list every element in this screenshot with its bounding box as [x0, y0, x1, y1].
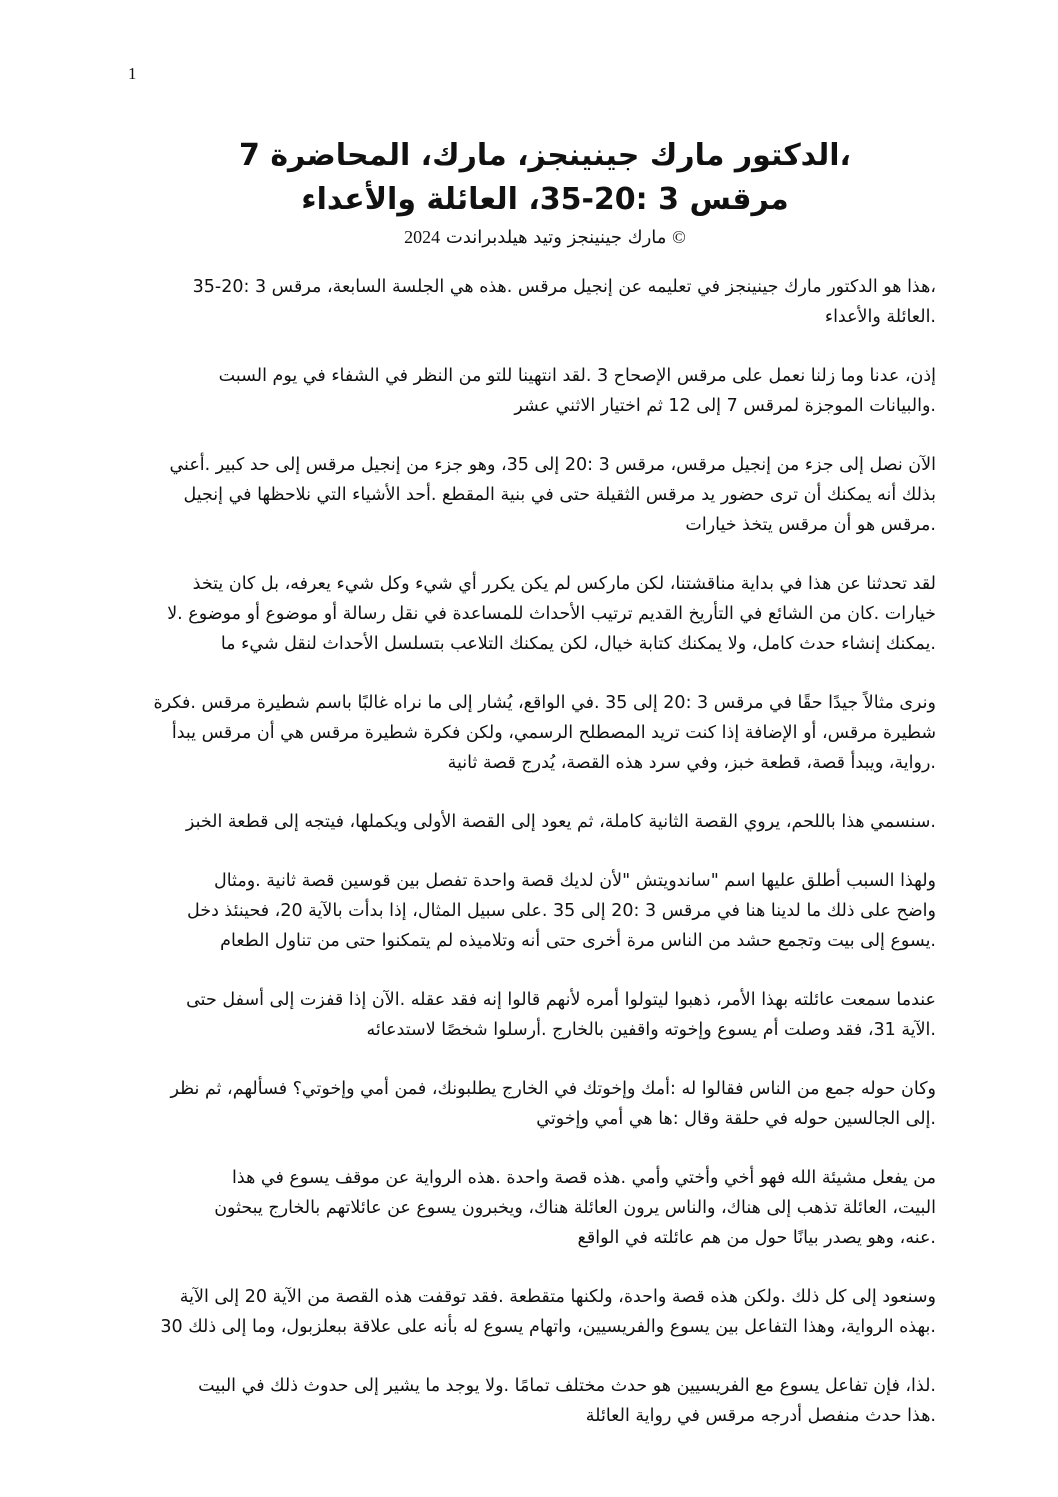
title-line-2: مرقس 3 :20-35، العائلة والأعداء	[301, 182, 789, 217]
copyright-text: مارك جينينجز وتيد هيلدبراندت	[445, 227, 667, 248]
page-number: 1	[128, 64, 137, 83]
paragraph-line: .الآية 31، فقد وصلت أم يسوع وإخوته واقفين بالخارج .أرسلوا شخصًا لاستدعائه	[366, 1020, 936, 1040]
paragraph	[130, 1074, 936, 1134]
paragraph-line: ،هذا هو الدكتور مارك جينينجز في تعليمه عن إنجيل مرقس .هذه هي الجلسة السابعة، مرقس 3 :20-35	[192, 277, 936, 297]
paragraph-line: .عنه، وهو يصدر بيانًا حول من هم عائلته في الواقع	[577, 1228, 936, 1248]
paragraph-line: .سنسمي هذا باللحم، يروي القصة الثانية كاملة، ثم يعود إلى القصة الأولى ويكملها، فيتجه إلى قطعة الخبز	[185, 812, 936, 832]
paragraph-line: وسنعود إلى كل ذلك .ولكن هذه قصة واحدة، ولكنها متقطعة .فقد توقفت هذه القصة من الآية 20 إلى الآية	[179, 1287, 936, 1307]
paragraph-line: .إلى الجالسين حوله في حلقة وقال :ها هي أمي وإخوتي	[536, 1109, 936, 1129]
paragraph	[130, 1282, 936, 1342]
paragraph	[130, 866, 936, 956]
paragraph-line: خيارات .كان من الشائع في التأريخ القديم ترتيب الأحداث للمساعدة في نقل رسالة أو موضوع أو موضوع .لا	[167, 604, 936, 624]
document-header	[150, 134, 940, 251]
paragraph-line: وكان حوله جمع من الناس فقالوا له :أمك وإخوتك في الخارج يطلبونك، فمن أمي وإخوتي؟ فسألهم، ثم نظر	[170, 1079, 936, 1099]
paragraph-line: الآن نصل إلى جزء من إنجيل مرقس، مرقس 3 :20 إلى 35، وهو جزء من إنجيل مرقس إلى حد كبير .أعني	[169, 455, 936, 475]
paragraph	[130, 1371, 936, 1431]
paragraph-line: ولهذا السبب أطلق عليها اسم "ساندويتش "لأن لديك قصة واحدة تفصل بين قوسين قصة ثانية .ومثال	[214, 871, 936, 891]
paragraph	[130, 807, 936, 837]
paragraph-line: البيت، العائلة تذهب إلى هناك، والناس يرون العائلة هناك، ويخبرون يسوع عن عائلاتهم بالخارج يبحثون	[214, 1198, 936, 1218]
paragraph-line: شطيرة مرقس، أو الإضافة إذا كنت تريد المصطلح الرسمي، ولكن فكرة شطيرة مرقس هي أن مرقس يبدأ	[171, 723, 936, 743]
paragraph-line: .رواية، ويبدأ قصة، قطعة خبز، وفي سرد هذه القصة، يُدرج قصة ثانية	[447, 753, 936, 773]
paragraph-line: بذلك أنه يمكنك أن ترى حضور يد مرقس الثقيلة حتى في بنية المقطع .أحد الأشياء التي نلاحظها في إنجيل	[183, 485, 936, 505]
paragraph	[130, 569, 936, 659]
paragraph-line: .هذا حدث منفصل أدرجه مرقس في رواية العائلة	[585, 1406, 936, 1426]
paragraph	[130, 272, 936, 332]
paragraph	[130, 985, 936, 1045]
copyright-line	[150, 224, 940, 251]
paragraph-line: .العائلة والأعداء	[824, 307, 936, 327]
paragraph-line: إذن، عدنا وما زلنا نعمل على مرقس الإصحاح 3 .لقد انتهينا للتو من النظر في الشفاء في يوم السبت	[218, 366, 936, 386]
document-body	[130, 272, 936, 1460]
paragraph-line: ونرى مثالاً جيدًا حقًا في مرقس 3 :20 إلى 35 .في الواقع، يُشار إلى ما نراه غالبًا باسم شطيرة مرقس .فكرة	[153, 693, 936, 713]
copyright-symbol: ©	[672, 227, 686, 247]
paragraph-line: .بهذه الرواية، وهذا التفاعل بين يسوع والفريسيين، واتهام يسوع له بأنه على علاقة ببعلزبول، وما إلى ذلك 30	[160, 1317, 936, 1337]
paragraph-line: عندما سمعت عائلته بهذا الأمر، ذهبوا ليتولوا أمره لأنهم قالوا إنه فقد عقله .الآن إذا قفزت إلى أسفل حتى	[186, 990, 936, 1010]
paragraph-line: .يمكنك إنشاء حدث كامل، ولا يمكنك كتابة خيال، لكن يمكنك التلاعب بتسلسل الأحداث لنقل شيء ما	[220, 634, 936, 654]
paragraph-line: لقد تحدثنا عن هذا في بداية مناقشتنا، لكن ماركس لم يكن يكرر أي شيء وكل شيء يعرفه، بل كان يتخذ	[192, 574, 936, 594]
paragraph-line: .والبيانات الموجزة لمرقس 7 إلى 12 ثم اختيار الاثني عشر	[514, 396, 936, 416]
paragraph	[130, 688, 936, 778]
paragraph-line: .مرقس هو أن مرقس يتخذ خيارات	[685, 515, 936, 535]
paragraph-line: .لذا، فإن تفاعل يسوع مع الفريسيين هو حدث مختلف تمامًا .ولا يوجد ما يشير إلى حدوث ذلك في البيت	[198, 1376, 936, 1396]
paragraph	[130, 361, 936, 421]
paragraph	[130, 1163, 936, 1253]
paragraph	[130, 450, 936, 540]
paragraph-line: واضح على ذلك ما لدينا هنا في مرقس 3 :20 إلى 35 .على سبيل المثال، إذا بدأت بالآية 20، فحينئذ دخل	[187, 901, 936, 921]
copyright-year: 2024	[404, 227, 441, 247]
title-line-1: ،الدكتور مارك جينينجز، مارك، المحاضرة 7	[239, 138, 851, 173]
paragraph-line: .يسوع إلى بيت وتجمع حشد من الناس مرة أخرى حتى أنه وتلاميذه لم يتمكنوا حتى من تناول الطعام	[220, 931, 936, 951]
paragraph-line: من يفعل مشيئة الله فهو أخي وأختي وأمي .هذه قصة واحدة .هذه الرواية عن موقف يسوع في هذا	[232, 1168, 936, 1188]
